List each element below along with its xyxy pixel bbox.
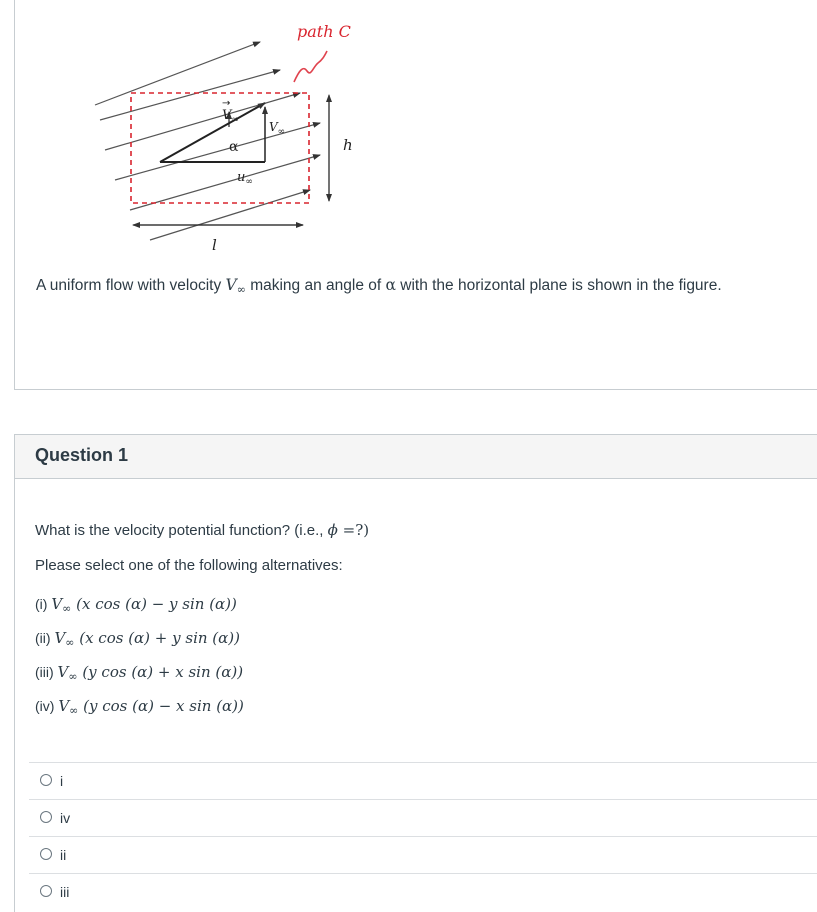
question-title: Question 1 <box>35 445 129 465</box>
answer-label[interactable]: i <box>60 773 64 789</box>
choice-ii: (ii) $V_\infty$ (x cos (α) + y sin (α)) <box>35 629 240 649</box>
v-inf-label: $V_\infty$ <box>269 120 286 137</box>
choice-i: (i) $V_\infty$ (x cos (α) − y sin (α)) <box>35 595 237 615</box>
radio-button[interactable] <box>40 848 52 860</box>
answer-label[interactable]: ii <box>60 847 67 863</box>
alpha-label: α <box>229 139 239 155</box>
path-c-pointer <box>294 51 327 82</box>
v-inf-vector-arrow: → <box>222 98 231 109</box>
radio-button[interactable] <box>40 811 52 823</box>
choice-iii: (iii) $V_\infty$ (y cos (α) + x sin (α)) <box>35 663 244 683</box>
question-stem-panel <box>14 0 817 390</box>
answer-option-iv[interactable] <box>29 799 817 836</box>
question-card <box>14 434 817 912</box>
radio-button[interactable] <box>40 774 52 786</box>
flow-diagram <box>75 15 375 255</box>
answer-label[interactable]: iv <box>60 810 71 826</box>
answer-option-iii[interactable] <box>29 873 817 910</box>
answer-list <box>29 762 817 910</box>
radio-button[interactable] <box>40 885 52 897</box>
question-prompt: What is the velocity potential function? (i.e., ϕ =?) <box>35 521 370 539</box>
streamline <box>115 123 320 180</box>
control-volume <box>131 93 309 203</box>
u-inf-label: $u_\infty$ <box>237 170 253 187</box>
h-label: h <box>343 136 353 154</box>
streamline <box>95 42 260 105</box>
answer-option-ii[interactable] <box>29 836 817 873</box>
l-label: l <box>212 236 217 254</box>
answer-label[interactable]: iii <box>60 884 70 900</box>
answer-option-i[interactable] <box>29 762 817 799</box>
streamline <box>130 155 320 210</box>
choice-iv: (iv) $V_\infty$ (y cos (α) − x sin (α)) <box>35 697 244 717</box>
stem-description: A uniform flow with velocity $V_\infty$ making an angle of α with the horizontal plane is shown in the figure. <box>36 276 722 296</box>
path-c-label: path C <box>297 22 351 41</box>
streamline <box>100 70 280 120</box>
v-inf-vector-label: $V_\infty$ <box>222 108 239 125</box>
question-instruction: Please select one of the following alternatives: <box>35 557 343 574</box>
question-header <box>15 435 817 479</box>
